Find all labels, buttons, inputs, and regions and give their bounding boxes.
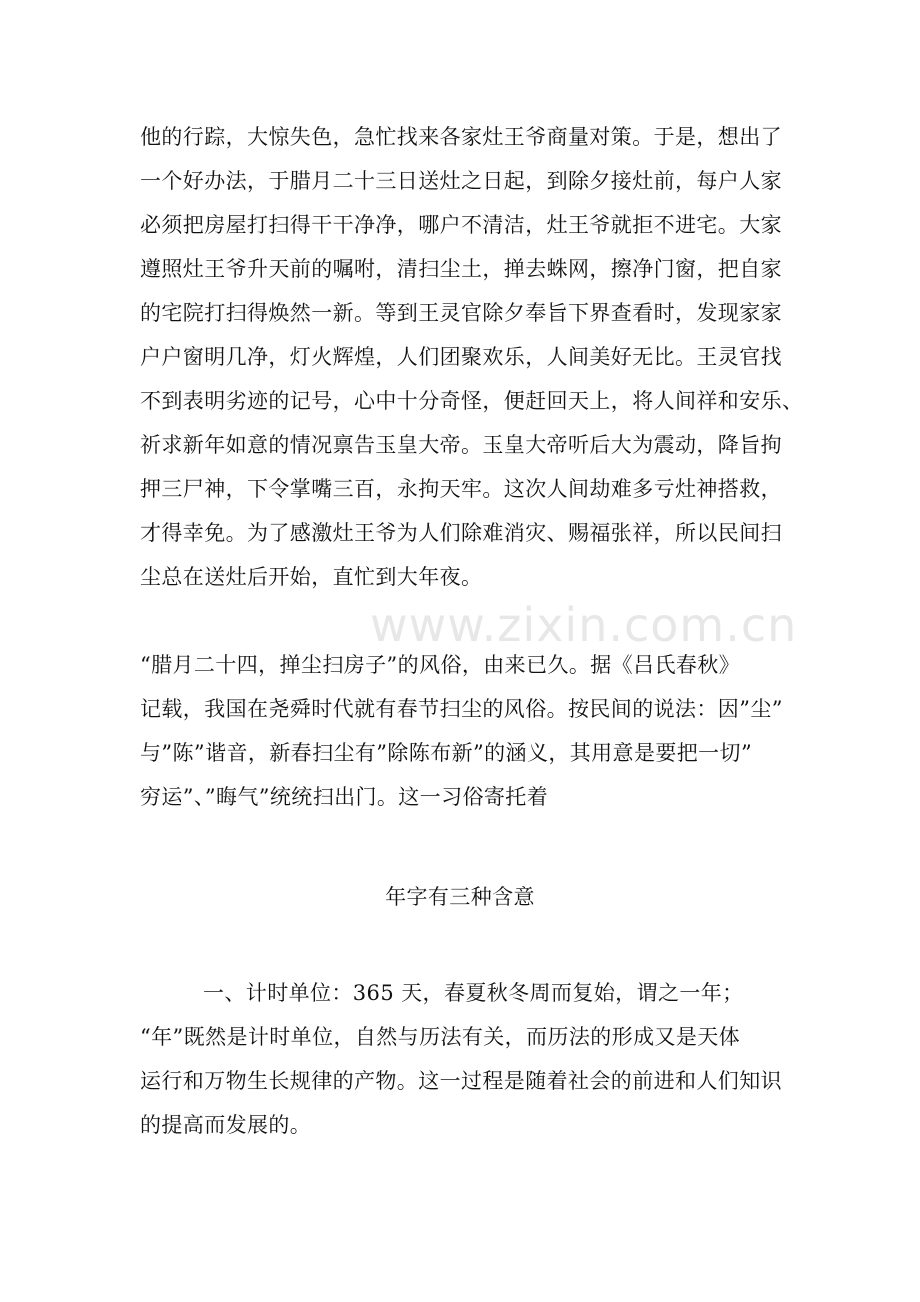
text-line: 的提高而发展的。 [140, 1113, 312, 1137]
text-line: 运行和万物生长规律的产物。这一过程是随着社会的前进和人们知识 [140, 1069, 782, 1093]
text-line: 的宅院打扫得焕然一新。等到王灵官除夕奉旨下界查看时，发现家家 [140, 301, 782, 325]
text-line: 户户窗明几净，灯火辉煌，人们团聚欢乐，人间美好无比。王灵官找 [140, 345, 782, 369]
text-line: 祈求新年如意的情况禀告玉皇大帝。玉皇大帝听后大为震动，降旨拘 [140, 433, 782, 457]
text-line: 才得幸免。为了感激灶王爷为人们除难消灾、赐福张祥，所以民间扫 [140, 521, 782, 545]
text-line: 尘总在送灶后开始，直忙到大年夜。 [140, 565, 483, 589]
text-line: 遵照灶王爷升天前的嘱咐，清扫尘土，掸去蛛网，擦净门窗，把自家 [140, 257, 782, 281]
text-line: “年”既然是计时单位，自然与历法有关，而历法的形成又是天体 [140, 1025, 741, 1049]
text-line: 与”陈”谐音，新春扫尘有”除陈布新”的涵义，其用意是要把一切” [140, 741, 753, 765]
text-line: 一个好办法，于腊月二十三日送灶之日起，到除夕接灶前，每户人家 [140, 169, 782, 193]
text-line: 必须把房屋打扫得干干净净，哪户不清洁，灶王爷就拒不进宅。大家 [140, 213, 782, 237]
text-line: 不到表明劣迹的记号，心中十分奇怪，便赶回天上，将人间祥和安乐、 [140, 389, 804, 413]
text-line: 押三尸神，下令掌嘴三百，永拘天牢。这次人间劫难多亏灶神搭救， [140, 477, 782, 501]
text-line: “腊月二十四，掸尘扫房子”的风俗，由来已久。据《吕氏春秋》 [140, 653, 741, 677]
watermark: www.zixin.com.cn [370, 598, 798, 652]
text-line: 记载，我国在尧舜时代就有春节扫尘的风俗。按民间的说法：因”尘” [140, 697, 783, 721]
section-heading: 年字有三种含意 [385, 885, 535, 909]
text-line: 他的行踪，大惊失色，急忙找来各家灶王爷商量对策。于是，想出了 [140, 125, 782, 149]
text-line: 穷运”、”晦气”统统扫出门。这一习俗寄托着 [140, 785, 549, 809]
list-item-1: 一、计时单位：365 天，春夏秋冬周而复始，谓之一年； [203, 981, 744, 1005]
